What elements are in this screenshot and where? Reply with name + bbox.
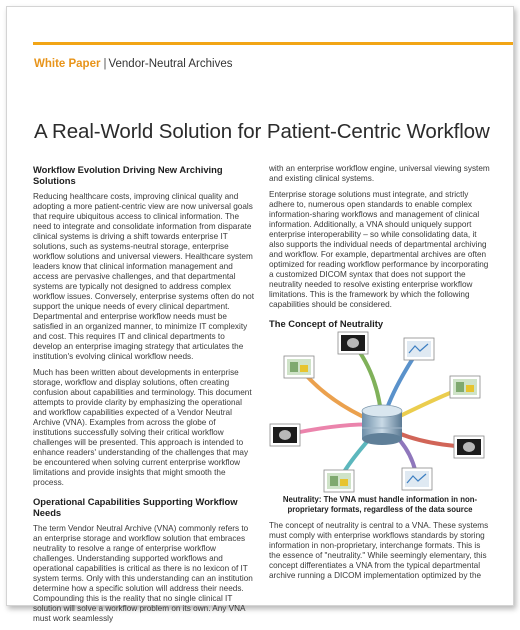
paragraph: Enterprise storage solutions must integrate, and strictly adhere to, numerous open standards to enable complex information-sharing workflows and management of clinical information. Additionally, a VNA should uniquely support enterprise interoperability – so while consolidating data, it also supports the individual needs of departmental archiving and workflow. For example, departmental archives are often optimized for reading workflow performance by incorporating a customized DICOM syntax that does not support the neutrality needed to resolve existing enterprise workflow limitations. This is the framework by which the following capabilities should be considered. <box>269 190 489 309</box>
header-subtitle: Vendor-Neutral Archives <box>108 58 233 70</box>
chart-frame-icon <box>450 376 480 398</box>
section-heading-operational-capabilities: Operational Capabilities Supporting Workflow Needs <box>33 496 238 518</box>
document-title: A Real-World Solution for Patient-Centric Workflow <box>34 120 490 143</box>
document-page <box>6 6 514 623</box>
neutrality-diagram <box>269 335 491 495</box>
document-header <box>34 57 232 71</box>
figure-caption: Neutrality: The VNA must handle information in non-proprietary formats, regardless of the data source <box>282 495 478 514</box>
paragraph: with an enterprise workflow engine, universal viewing system and existing clinical systems. <box>269 164 490 183</box>
database-cylinder-icon <box>362 405 402 445</box>
paragraph: Reducing healthcare costs, improving clinical quality and adopting a more patient-centric view are now universal goals that require ubiquitous access to clinical information. The need to integrate and consolidate information from disparate clinical systems is driving a shift towards enterprise IT solutions, such as systems-neutral storage, enterprise workflow solutions and universal viewers. Healthcare system leaders know that clinical information management and access are pervasive challenges, and that departmental systems are typically not designed to address complex workflow issues. Conversely, enterprise systems often do not support the unique needs of every clinical department. Departmental and enterprise workflow needs must be satisfied in an organized manner, to minimize IT complexity and cost. This requires IT and clinical departments to develop an enterprise imaging strategy that articulates the institution's evolving clinical workflow needs. <box>33 192 255 361</box>
left-column <box>33 164 255 630</box>
section-heading-concept-of-neutrality: The Concept of Neutrality <box>269 318 384 329</box>
header-separator: | <box>103 58 107 70</box>
photo-frame-icon <box>284 356 314 378</box>
paragraph: The term Vendor Neutral Archive (VNA) commonly refers to an enterprise storage and workflow solution that embraces neutrality to resolve a range of enterprise workflow challenges. Understanding supported workflows and operational capabilities is critical as there is no lexicon of IT system terms. Only with this understanding can an institution determine how a specific solution will address their needs. Compounding this is the reality that no single clinical IT solution will solve a workflow problem on its own. Any VNA must work seamlessly <box>33 524 253 623</box>
document-frame-icon <box>402 468 432 490</box>
header-accent-rule <box>33 42 513 45</box>
neutrality-figure <box>269 335 491 495</box>
brain-scan-frame-icon <box>404 338 434 360</box>
paragraph: The concept of neutrality is central to a VNA. These systems must comply with enterprise workflows standards by storing information in non-proprietary, interchange formats. This is the essence of "neutrality." While seemingly elementary, this concept differentiates a VNA from the typical departmental archive running a DICOM implementation optimized by the <box>269 521 489 580</box>
header-label: White Paper <box>34 58 101 70</box>
xray-frame-icon <box>338 332 368 354</box>
ecg-frame-icon <box>270 424 300 446</box>
waveform-frame-icon <box>454 436 484 458</box>
paragraph: Much has been written about developments in enterprise storage, workflow and display solutions, often creating confusion about capabilities and terminology. This document attempts to provide clarity by emphasizing the operational and workflow capabilities expected of a Vendor Neutral Archive (VNA). Examples from across the globe of institutions successfully solving their critical workflow challenges will be presented. This approach is intended to enhance readers' understanding of the challenges that may be encountered when solving current enterprise workflow limitations and provide insights that might smooth the process. <box>33 368 252 487</box>
image-frame-icon <box>324 470 354 492</box>
right-column <box>269 164 491 587</box>
section-heading-workflow-evolution: Workflow Evolution Driving New Archiving Solutions <box>33 164 223 186</box>
